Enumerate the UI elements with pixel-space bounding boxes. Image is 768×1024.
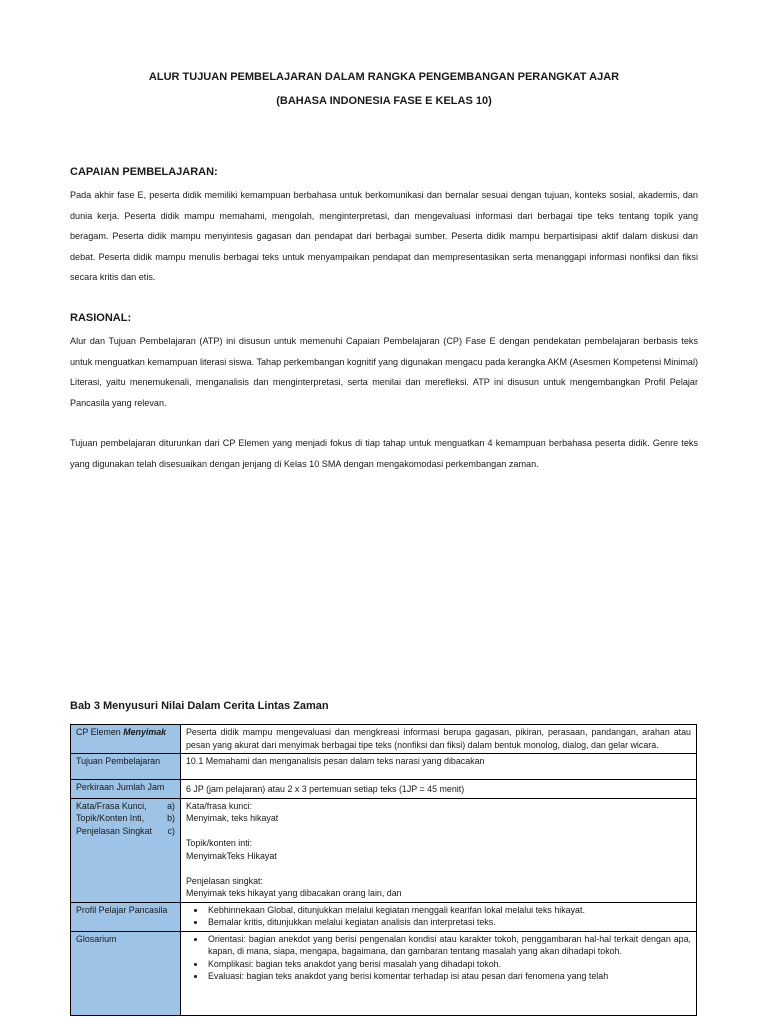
list-item: • Bernalar kritis, ditunjukkan melalui kegiatan analisis dan interpretasi teks.: [206, 916, 691, 929]
kata-label-cell: Kata/Frasa Kunci, a) Topik/Konten Inti, b) Penjelasan Singkat c): [71, 798, 181, 902]
table-row: [71, 725, 697, 754]
glosarium-label-cell: Glosarium: [71, 931, 181, 1015]
tujuan-value-cell: 10.1 Memahami dan menganalisis pesan dalam teks narasi yang dibacakan: [181, 754, 697, 780]
profil-value-cell: [181, 902, 697, 931]
rasional-paragraph-2: Tujuan pembelajaran diturunkan dari CP Elemen yang menjadi fokus di tiap tahap untuk menguatkan 4 kemampuan berbahasa peserta didik. Genre teks yang digunakan telah disesuaikan dengan jenjang di Kelas 10 SMA dengan mengakomodasi perkembangan zaman.: [70, 438, 698, 469]
bab-title: Bab 3 Menyusuri Nilai Dalam Cerita Lintas Zaman: [70, 700, 329, 712]
glosarium-value-cell: [181, 931, 697, 1015]
cp-label-cell: CP Elemen Menyimak: [71, 725, 181, 754]
cp-value-cell: Peserta didik mampu mengevaluasi dan mengkreasi informasi berupa gagasan, pikiran, perasaan, pandangan, arahan atau pesan yang akurat dari menyimak berbagai tipe teks (nonfiksi dan fiksi) dalam bentuk monolog, dialog, dan gelar wicara.: [181, 725, 697, 754]
kata-value-cell: Kata/frasa kunci: Menyimak, teks hikayat Topik/konten inti: MenyimakTeks Hikayat Penjelasan singkat: Menyimak teks hikayat yang dibacakan orang lain, dan: [181, 798, 697, 902]
rasional-heading: RASIONAL:: [70, 312, 132, 324]
document-subtitle: (BAHASA INDONESIA FASE E KELAS 10): [276, 95, 492, 107]
atp-table: [70, 724, 697, 1016]
capaian-heading: CAPAIAN PEMBELAJARAN:: [70, 166, 218, 178]
tujuan-label-cell: Tujuan Pembelajaran: [71, 754, 181, 780]
table-row: [71, 931, 697, 1015]
table-row: [71, 754, 697, 780]
table-row: [71, 902, 697, 931]
capaian-paragraph: Pada akhir fase E, peserta didik memiliki kemampuan berbahasa untuk berkomunikasi dan bernalar sesuai dengan tujuan, konteks sosial, akademis, dan dunia kerja. Peserta didik mampu memahami, mengolah, menginterpretasi, dan mengevaluasi informasi dari berbagai tipe teks tentang topik yang beragam. Peserta didik mampu menyintesis gagasan dan pendapat dari berbagai sumber. Peserta didik mampu berpartisipasi aktif dalam diskusi dan debat. Peserta didik mampu menulis berbagai teks untuk menyampaikan pendapat dan mempresentasikan serta menanggapi informasi nonfiksi dan fiksi secara kritis dan etis.: [70, 190, 698, 282]
list-item: • Komplikasi: bagian teks anakdot yang berisi masalah yang dihadapi tokoh.: [206, 958, 691, 971]
list-item: • Kebhinnekaan Global, ditunjukkan melalui kegiatan menggali kearifan lokal melalui teks hikayat.: [206, 904, 691, 917]
rasional-paragraph-1: Alur dan Tujuan Pembelajaran (ATP) ini disusun untuk memenuhi Capaian Pembelajaran (CP) Fase E dengan pendekatan pembelajaran berbasis teks untuk menguatkan kemampuan literasi siswa. Tahap perkembangan kognitif yang digunakan mengacu pada kerangka AKM (Asesmen Kompetensi Minimal) Literasi, yaitu menemukenali, menganalisis dan menginterpretasi, serta menilai dan merefleksi. ATP ini disusun untuk mengembangkan Profil Pelajar Pancasila yang relevan.: [70, 336, 698, 408]
list-item: • Evaluasi: bagian teks anakdot yang berisi komentar terhadap isi atau pesan dari fenomena yang telah: [206, 970, 691, 983]
table-row: [71, 780, 697, 799]
jam-value-cell: 6 JP (jam pelajaran) atau 2 x 3 pertemuan setiap teks (1JP = 45 menit): [181, 780, 697, 799]
table-row: [71, 798, 697, 902]
jam-label-cell: Perkiraan Jumlah Jam: [71, 780, 181, 799]
profil-label-cell: Profil Pelajar Pancasila: [71, 902, 181, 931]
document-title: ALUR TUJUAN PEMBELAJARAN DALAM RANGKA PENGEMBANGAN PERANGKAT AJAR: [148, 71, 620, 83]
list-item: • Orientasi: bagian anekdot yang berisi pengenalan kondisi atau karakter tokoh, penggambaran hal-hal terkait dengan apa, kapan, di mana, siapa, mengapa, bagaimana, dan gambaran tentang masalah yang akan dihadapi tokoh.: [206, 933, 691, 958]
